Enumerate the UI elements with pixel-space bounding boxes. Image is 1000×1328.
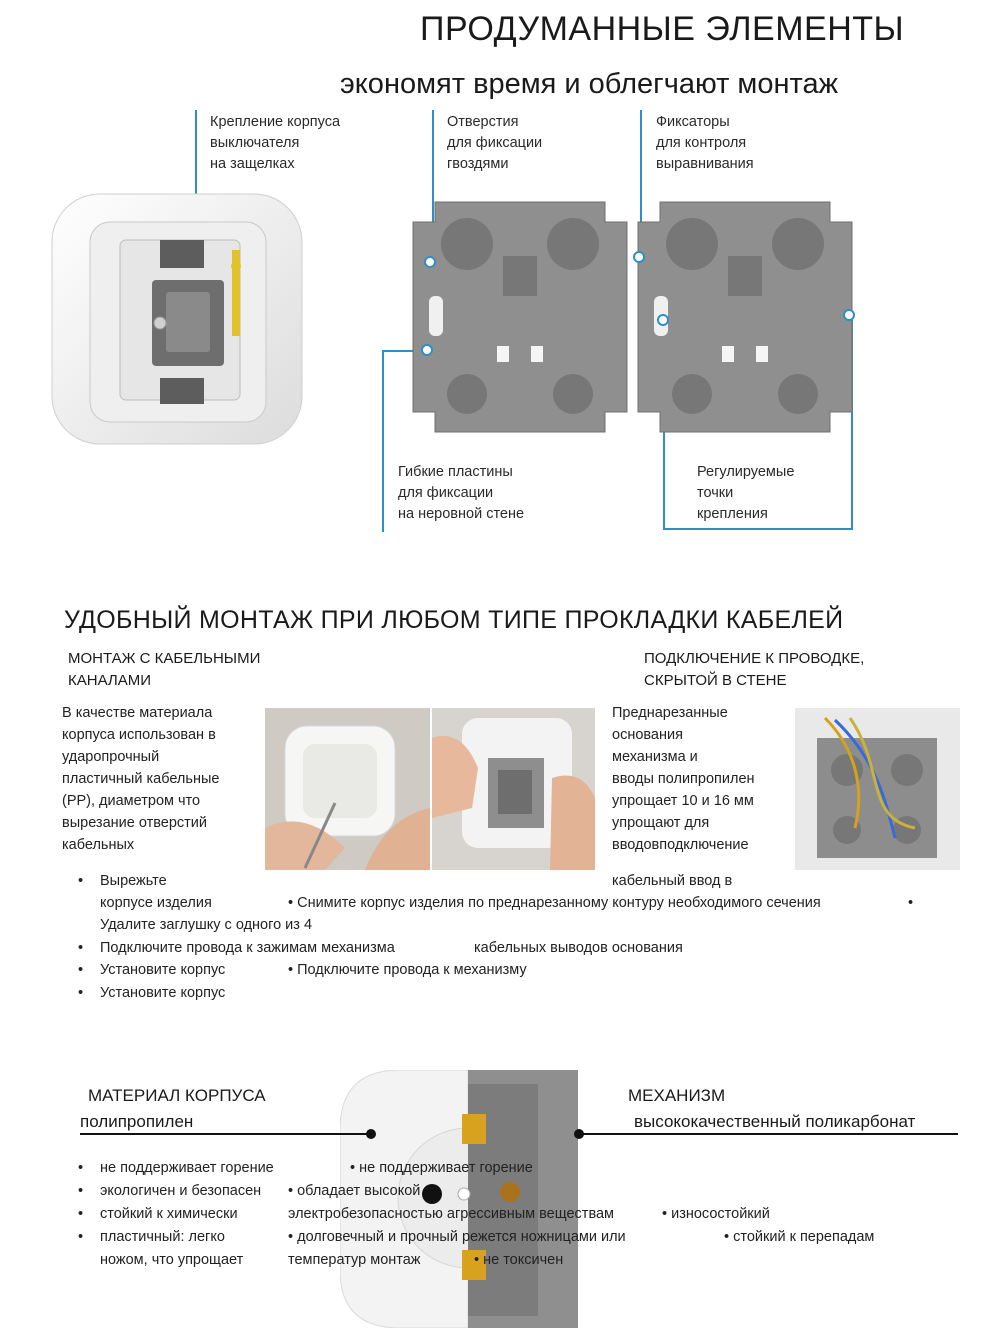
mechanism-prop-3: • долговечный и прочный режется ножницами или <box>288 1229 626 1245</box>
mechanism-prop-1: • не поддерживает горение <box>350 1160 533 1176</box>
callout-dot-adjustable-right <box>843 309 855 321</box>
material-right-pointer-dot <box>574 1129 584 1139</box>
material-mechanism-title: МЕХАНИЗМ <box>628 1086 726 1105</box>
mechanism-prop-2: • обладает высокой <box>288 1183 421 1199</box>
install-right-subtitle: ПОДКЛЮЧЕНИЕ К ПРОВОДКЕ, СКРЫТОЙ В СТЕНЕ <box>644 650 865 689</box>
feature-alignment-clips: Фиксаторы для контроля выравнивания <box>656 114 754 172</box>
install-step-mount-housing: • Установите корпус <box>78 962 226 978</box>
install-step-1: • Вырежьте <box>78 873 167 889</box>
material-mechanism-value: высококачественный поликарбонат <box>634 1112 916 1131</box>
photo-connecting-mechanism <box>432 708 595 870</box>
page-subtitle: экономят время и облегчают монтаж <box>340 68 838 100</box>
mechanism-prop-3-cont: температур монтаж <box>288 1252 421 1268</box>
callout-dot-alignment <box>633 251 645 263</box>
install-step-remove-housing: • Снимите корпус изделия по преднарезанному контуру необходимого сечения <box>288 895 821 911</box>
mechanism-prop-2-cont: электробезопасностью агрессивным веществам <box>288 1206 615 1222</box>
housing-prop-4-cont: ножом, что упрощает <box>100 1252 244 1268</box>
feature-flexible-plates: Гибкие пластины для фиксации на неровной стене <box>398 464 525 522</box>
housing-prop-2: • экологичен и безопасен <box>78 1183 262 1199</box>
feature-adjustable-points: Регулируемые точки крепления <box>697 464 795 522</box>
install-step-1-cont: кабельный ввод в <box>612 873 733 889</box>
callout-dot-adjustable-left <box>657 314 669 326</box>
mechanism-prop-5: • износостойкий <box>662 1206 770 1222</box>
install-bullet-mark: • <box>908 895 914 911</box>
photo-cutting-housing <box>265 708 430 870</box>
material-right-pointer-line <box>578 1133 958 1135</box>
switch-box-image <box>48 188 308 450</box>
install-step-connect-mechanism: • Подключите провода к механизму <box>288 962 527 978</box>
install-step-cable-outlets: кабельных выводов основания <box>474 940 683 956</box>
install-step-connect-clamps: • Подключите провода к зажимам механизма <box>78 940 395 956</box>
material-housing-title: МАТЕРИАЛ КОРПУСА <box>88 1086 266 1105</box>
material-left-pointer-dot <box>366 1129 376 1139</box>
install-left-text: В качестве материала корпуса использован в ударопрочный пластичный кабельные (PP), диаметром что вырезание отверстий кабельных <box>62 705 220 853</box>
install-left-subtitle: МОНТАЖ С КАБЕЛЬНЫМИ КАНАЛАМИ <box>68 650 261 689</box>
material-housing-value: полипропилен <box>80 1112 194 1131</box>
housing-prop-1: • не поддерживает горение <box>78 1160 274 1176</box>
housing-prop-3: • стойкий к химически <box>78 1206 238 1222</box>
housing-prop-4: • пластичный: легко <box>78 1229 225 1245</box>
feature-mount-latches: Крепление корпуса выключателя на защелках <box>210 114 341 172</box>
mechanism-prop-6: • стойкий к перепадам <box>724 1229 875 1245</box>
install-right-text: Преднарезанные основания механизма и вводы полипропилен упрощает 10 и 16 мм упрощают для вводовподключение <box>612 705 755 853</box>
page-title: ПРОДУМАННЫЕ ЭЛЕМЕНТЫ <box>420 10 905 48</box>
install-step-mount-housing-2: • Установите корпус <box>78 985 226 1001</box>
mechanism-prop-4: • не токсичен <box>474 1252 564 1268</box>
callout-dot-nail-holes <box>424 256 436 268</box>
install-step-1-line2: корпусе изделия <box>100 895 212 911</box>
callout-dot-flexible <box>421 344 433 356</box>
feature-nail-holes: Отверстия для фиксации гвоздями <box>447 114 543 172</box>
callout-line-flexible <box>382 350 384 532</box>
callout-hline-adjustable <box>663 528 853 530</box>
photo-hidden-wiring <box>795 708 960 870</box>
install-title: УДОБНЫЙ МОНТАЖ ПРИ ЛЮБОМ ТИПЕ ПРОКЛАДКИ КАБЕЛЕЙ <box>64 606 844 634</box>
material-left-pointer-line <box>80 1133 372 1135</box>
install-step-remove-plug: Удалите заглушку с одного из 4 <box>100 917 313 933</box>
mounting-bases-image <box>405 196 865 436</box>
